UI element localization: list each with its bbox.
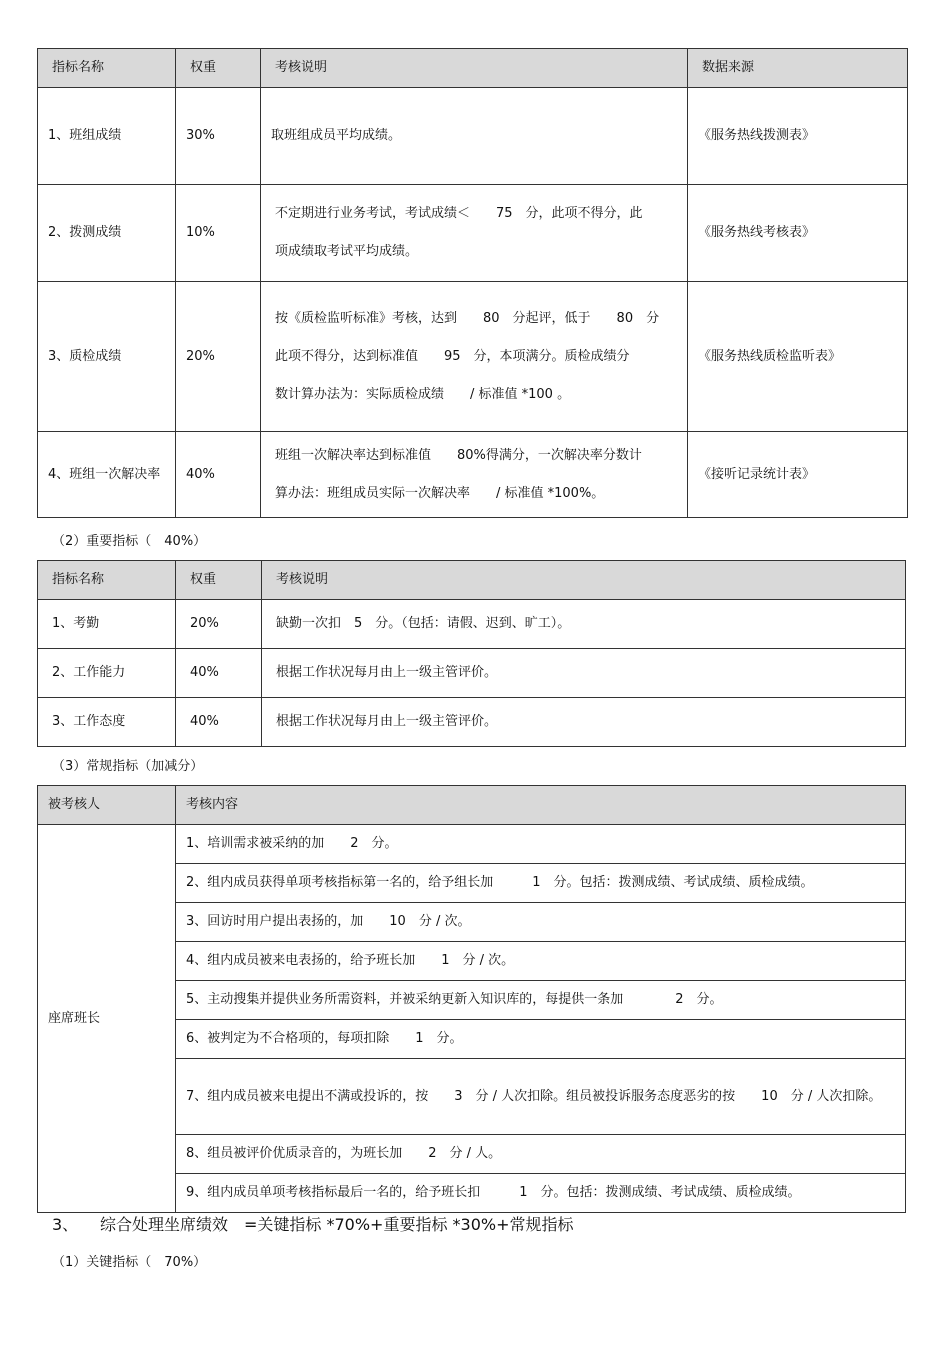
assessment-item: 5、主动搜集并提供业务所需资料，并被采纳更新入知识库的，每提供一条加 2 分。: [176, 981, 906, 1020]
indicator-name: 3、工作态度: [38, 698, 176, 747]
desc-line: 取班组成员平均成绩。: [271, 128, 402, 143]
indicator-name: 2、工作能力: [38, 649, 176, 698]
desc-line: 数计算办法为：实际质检成绩 / 标准值 *100 。: [275, 386, 571, 402]
indicator-desc: 根据工作状况每月由上一级主管评价。: [262, 649, 906, 698]
indicator-desc: [261, 282, 688, 432]
desc-line: 算办法：班组成员实际一次解决率 / 标准值 *100%。: [275, 485, 605, 501]
header-cell: 权重: [176, 561, 262, 600]
key-indicator-table: [37, 48, 908, 518]
table-row: [38, 282, 908, 432]
indicator-desc: 缺勤一次扣 5 分。（包括：请假、迟到、旷工）。: [262, 600, 906, 649]
header-cell: 指标名称: [38, 49, 176, 88]
header-cell: 考核说明: [262, 561, 906, 600]
indicator-name: 1、班组成绩: [38, 88, 176, 185]
desc-line: 按《质检监听标准》考核，达到 80 分起评，低于 80 分: [275, 310, 660, 326]
desc-line: 项成绩取考试平均成绩。: [275, 244, 419, 259]
regular-indicator-caption: （3）常规指标（加减分）: [52, 759, 204, 774]
key-indicator-caption: （1）关键指标（ 70%）: [52, 1255, 207, 1270]
table-row: [38, 185, 908, 282]
section-heading: [52, 1212, 574, 1235]
indicator-source: 《服务热线考核表》: [688, 185, 908, 282]
indicator-name: 4、班组一次解决率: [38, 432, 176, 518]
table-header-row: [38, 786, 906, 825]
assessment-item: 8、组员被评价优质录音的，为班长加 2 分 / 人。: [176, 1135, 906, 1174]
indicator-name: 1、考勤: [38, 600, 176, 649]
assessment-item: 1、培训需求被采纳的加 2 分。: [176, 825, 906, 864]
indicator-desc: [261, 432, 688, 518]
desc-line: 不定期进行业务考试，考试成绩＜ 75 分，此项不得分，此: [275, 206, 643, 221]
table-row: [38, 825, 906, 864]
table-row: [38, 432, 908, 518]
assessment-item: 7、组内成员被来电提出不满或投诉的，按 3 分 / 人次扣除。组员被投诉服务态度恶劣的按 10 分 / 人次扣除。: [176, 1059, 906, 1135]
indicator-desc: [261, 88, 688, 185]
assessment-item: 3、回访时用户提出表扬的，加 10 分 / 次。: [176, 903, 906, 942]
assessment-item: 9、组内成员单项考核指标最后一名的，给予班长扣 1 分。包括：拨测成绩、考试成绩、质检成绩。: [176, 1174, 906, 1213]
assessee-cell: 座席班长: [38, 825, 176, 1213]
table-row: [38, 649, 906, 698]
indicator-desc: [261, 185, 688, 282]
indicator-weight: 40%: [176, 432, 261, 518]
assessment-item: 2、组内成员获得单项考核指标第一名的，给予组长加 1 分。包括：拨测成绩、考试成绩、质检成绩。: [176, 864, 906, 903]
important-indicator-table: [37, 560, 906, 747]
section-number: 3、: [52, 1215, 79, 1234]
table-header-row: [38, 49, 908, 88]
header-cell: 权重: [176, 49, 261, 88]
indicator-name: 3、质检成绩: [38, 282, 176, 432]
header-cell: 被考核人: [38, 786, 176, 825]
desc-line: 此项不得分，达到标准值 95 分，本项满分。质检成绩分: [275, 348, 630, 364]
table-row: [38, 88, 908, 185]
header-cell: 考核内容: [176, 786, 906, 825]
indicator-source: 《服务热线拨测表》: [688, 88, 908, 185]
regular-indicator-table: [37, 785, 906, 1213]
indicator-desc: 根据工作状况每月由上一级主管评价。: [262, 698, 906, 747]
indicator-source: 《服务热线质检监听表》: [688, 282, 908, 432]
header-cell: 指标名称: [38, 561, 176, 600]
table-header-row: [38, 561, 906, 600]
indicator-source: 《接听记录统计表》: [688, 432, 908, 518]
section-title: 综合处理坐席绩效 =关键指标 *70%+重要指标 *30%+常规指标: [100, 1215, 574, 1234]
indicator-weight: 30%: [176, 88, 261, 185]
indicator-weight: 20%: [176, 282, 261, 432]
desc-line: 班组一次解决率达到标准值 80%得满分，一次解决率分数计: [275, 447, 642, 463]
indicator-weight: 20%: [176, 600, 262, 649]
indicator-weight: 10%: [176, 185, 261, 282]
header-cell: 数据来源: [688, 49, 908, 88]
assessment-item: 4、组内成员被来电表扬的，给予班长加 1 分 / 次。: [176, 942, 906, 981]
indicator-weight: 40%: [176, 649, 262, 698]
indicator-weight: 40%: [176, 698, 262, 747]
table-row: [38, 600, 906, 649]
assessment-item: 6、被判定为不合格项的，每项扣除 1 分。: [176, 1020, 906, 1059]
table-row: [38, 698, 906, 747]
important-indicator-caption: （2）重要指标（ 40%）: [52, 534, 207, 549]
header-cell: 考核说明: [261, 49, 688, 88]
indicator-name: 2、拨测成绩: [38, 185, 176, 282]
